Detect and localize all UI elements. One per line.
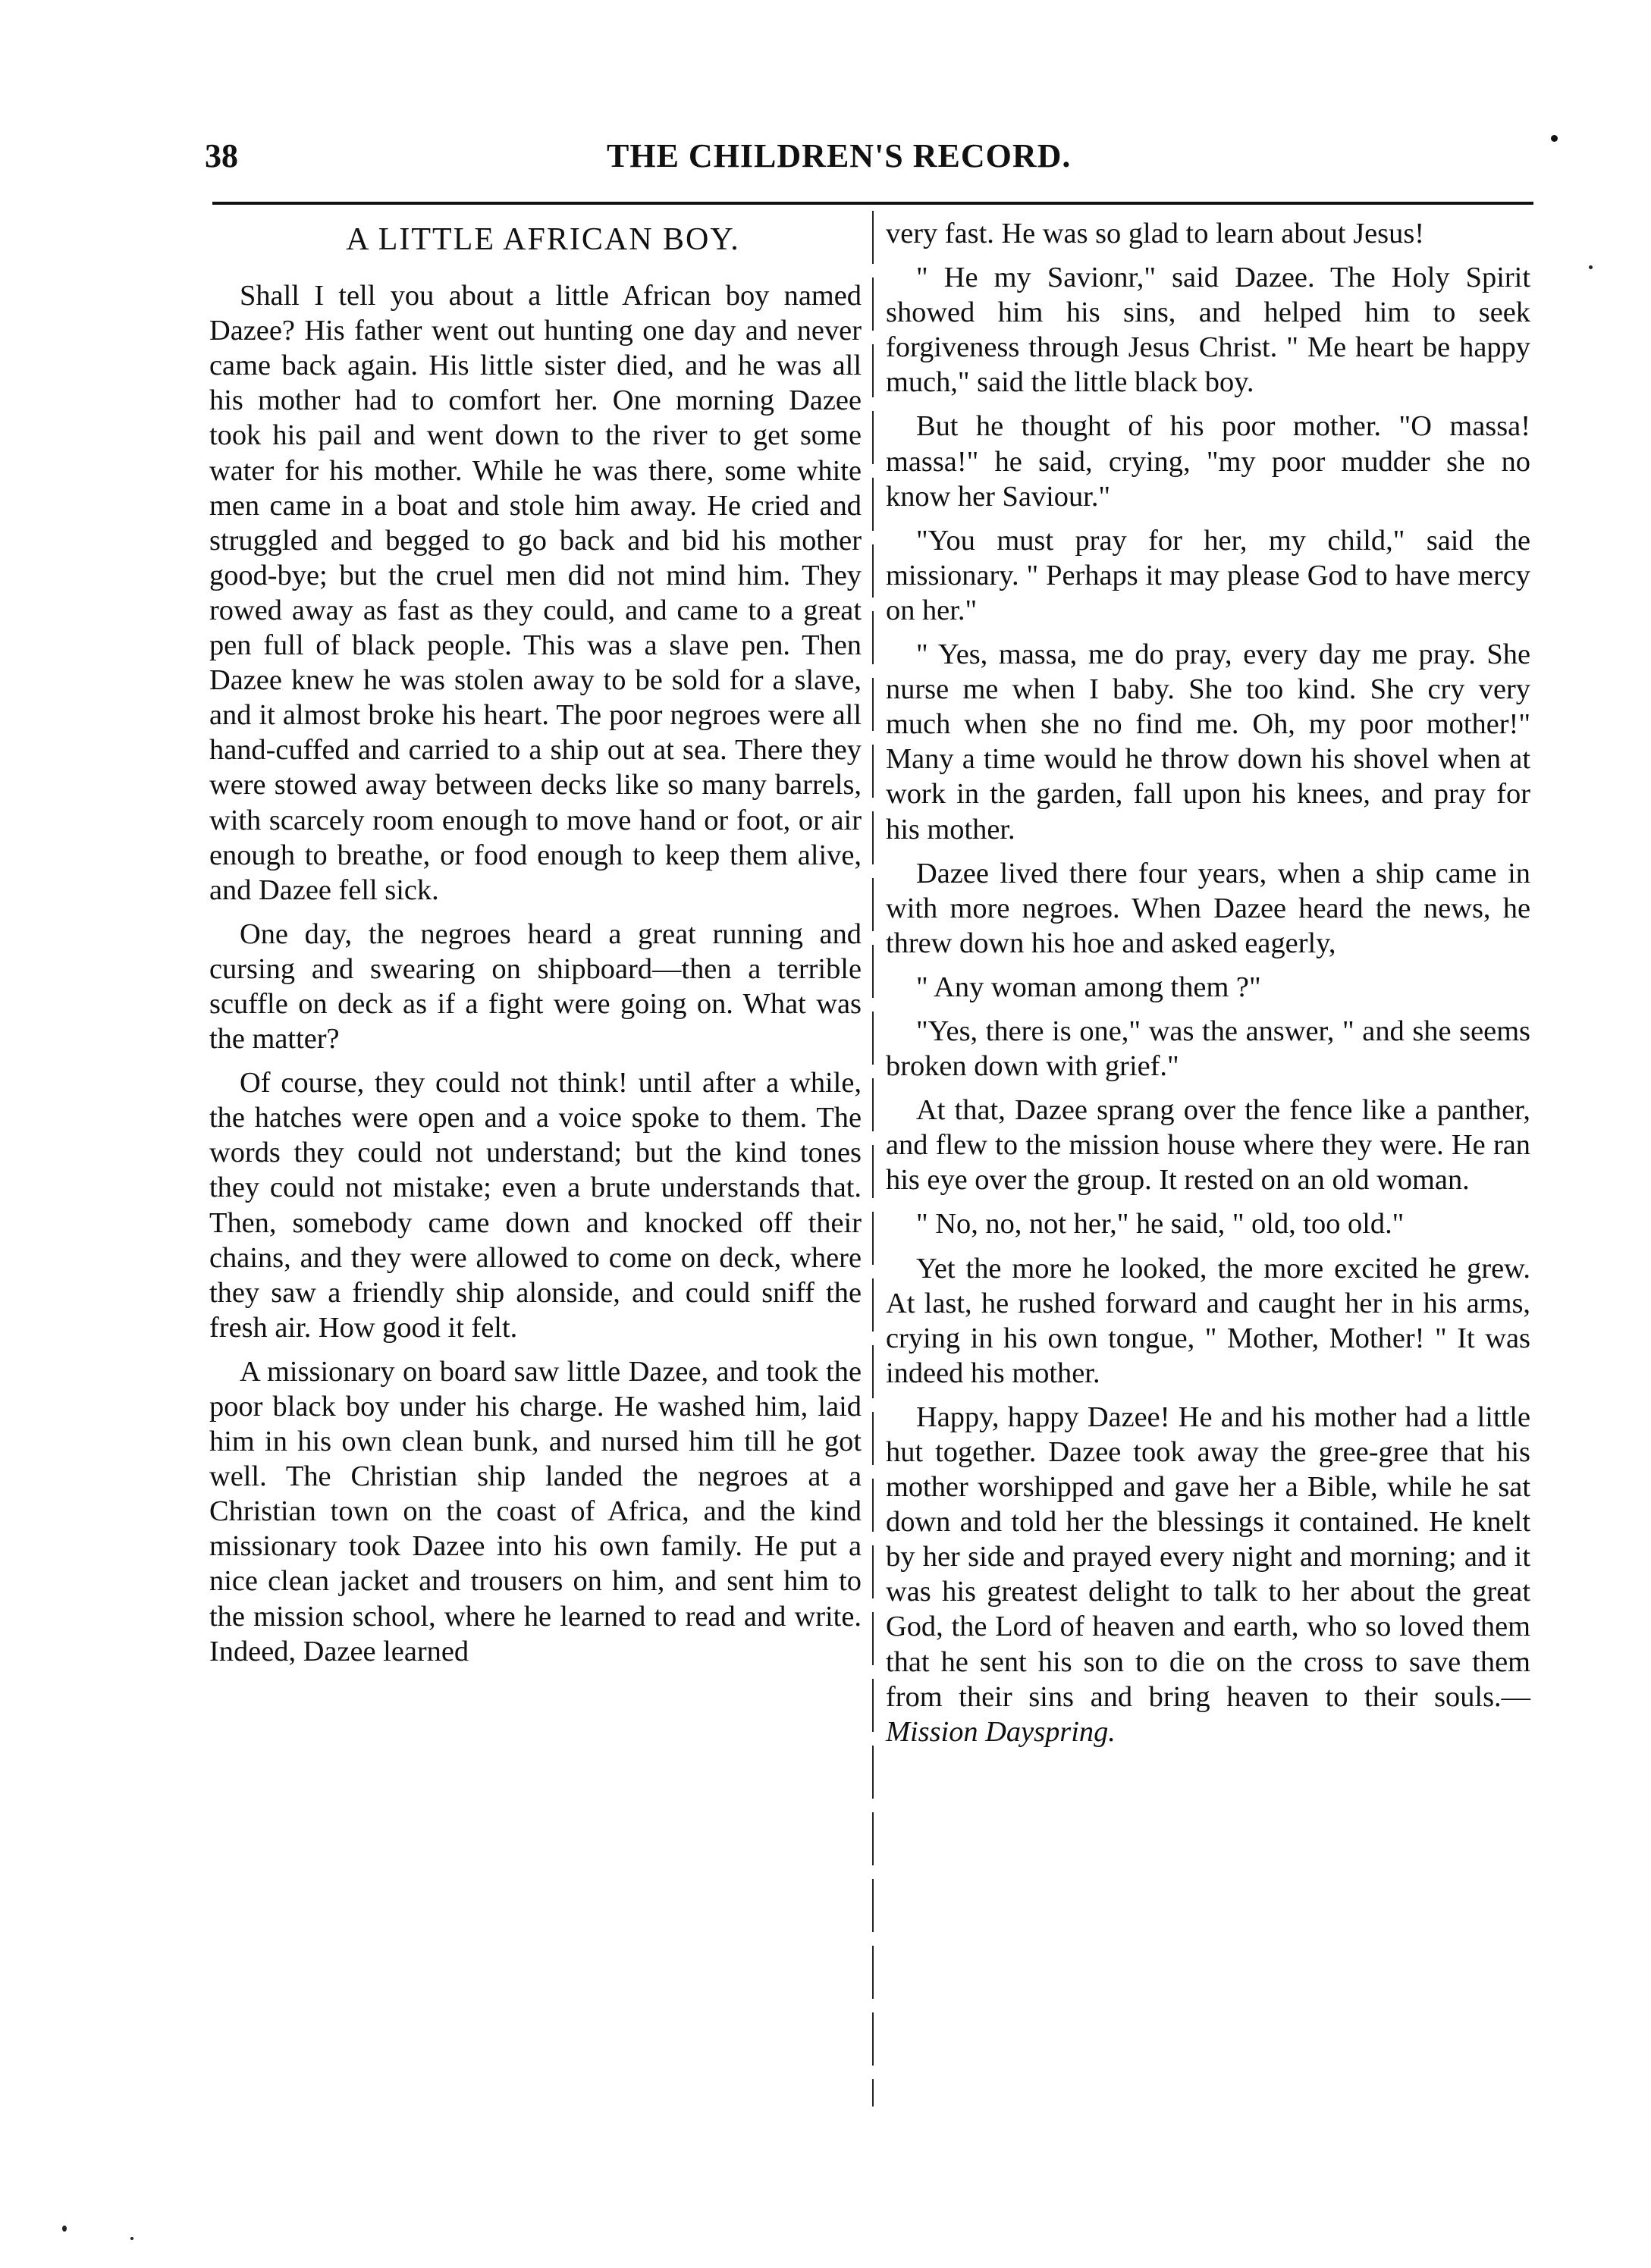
page-number: 38 <box>205 136 238 174</box>
right-column <box>886 216 1530 1758</box>
paragraph: Shall I tell you about a little African boy named Dazee? His father went out hunting one day and never came back again. His little sister died, and he was all his mother had to comfort her. One morning Dazee took his pail and went down to the river to get some water for his mother. While he was there, some white men came in a boat and stole him away. He cried and struggled and begged to go back and bid his mother good-bye; but the cruel men did not mind him. They rowed away as fast as they could, and came to a great pen full of black people. This was a slave pen. Then Dazee knew he was stolen away to be sold for a slave, and it almost broke his heart. The poor negroes were all hand-cuffed and carried to a ship out at sea. There they were stowed away between decks like so many barrels, with scarcely room enough to move hand or foot, or air enough to breathe, or food enough to keep them alive, and Dazee fell sick. <box>209 280 862 906</box>
ink-speck <box>62 2226 67 2232</box>
header-rule <box>212 202 1533 205</box>
running-title: THE CHILDREN'S RECORD. <box>607 136 1072 174</box>
left-column <box>209 216 862 1678</box>
paragraph: Of course, they could not think! until after a while, the hatches were open and a voice spoke to them. The words they could not understand; but the kind tones they could not mistake; even a brute understands that. Then, somebody came down and knocked off their chains, and they were allowed to come on deck, where they saw a friendly ship alonside, and could sniff the fresh air. How good it felt. <box>209 1067 862 1344</box>
article-title: A LITTLE AFRICAN BOY. <box>346 222 740 257</box>
ink-speck <box>130 2237 133 2240</box>
final-paragraph-text: Happy, happy Dazee! He and his mother had a little hut together. Dazee took away the gree-gree that his mother worshipped and gave her a Bible, while he sat down and told her the blessings it contained. He knelt by her side and prayed every night and morning; and it was his greatest delight to talk to her about the great God, the Lord of heaven and earth, who so loved them that he sent his son to die on the cross to save them from their sins and bring heaven to their souls.— <box>886 1401 1530 1713</box>
paragraph: One day, the negroes heard a great running and cursing and swearing on shipboard—then a terrible scuffle on deck as if a fight were going on. What was the matter? <box>209 918 862 1056</box>
paragraph: " Any woman among them ?" <box>916 971 1261 1003</box>
paragraph: Dazee lived there four years, when a ship came in with more negroes. When Dazee heard the news, he threw down his hoe and asked eagerly, <box>886 857 1530 959</box>
paragraph: " He my Savionr," said Dazee. The Holy Spirit showed him his sins, and helped him to seek forgiveness through Jesus Christ. " Me heart be happy much," said the little black boy. <box>886 262 1530 399</box>
paragraph: A missionary on board saw little Dazee, and took the poor black boy under his charge. He washed him, laid him in his own clean bunk, and nursed him till he got well. The Christian ship landed the negroes at a Christian town on the coast of Africa, and the kind missionary took Dazee into his own family. He put a nice clean jacket and trousers on him, and sent him to the mission school, where he learned to read and write. Indeed, Dazee learned <box>209 1355 862 1667</box>
page-header <box>205 129 1517 182</box>
paragraph: "You must pray for her, my child," said the missionary. " Perhaps it may please God to have mercy on her." <box>886 524 1530 626</box>
final-paragraph <box>886 1400 1530 1749</box>
paragraph-continuation: very fast. He was so glad to learn about Jesus! <box>886 218 1425 249</box>
paragraph: "Yes, there is one," was the answer, " and she seems broken down with grief." <box>886 1015 1530 1083</box>
column-divider <box>872 211 874 2106</box>
paragraph: " Yes, massa, me do pray, every day me pray. She nurse me when I baby. She too kind. She cry very much when she no find me. Oh, my poor mother!" Many a time would he throw down his shovel when at work in the garden, fall upon his knees, and pray for his mother. <box>886 638 1530 845</box>
paragraph: At that, Dazee sprang over the fence like a panther, and flew to the mission house where they were. He ran his eye over the group. It rested on an old woman. <box>886 1094 1530 1197</box>
paragraph: Yet the more he looked, the more excited he grew. At last, he rushed forward and caught her in his arms, crying in his own tongue, " Mother, Mother! " It was indeed his mother. <box>886 1252 1530 1389</box>
paragraph: " No, no, not her," he said, " old, too old." <box>916 1208 1405 1241</box>
ink-speck <box>1589 265 1593 269</box>
ink-speck <box>1551 135 1558 142</box>
paragraph: But he thought of his poor mother. "O massa! massa!" he said, crying, "my poor mudder she no know her Saviour." <box>886 410 1530 513</box>
attribution: Mission Dayspring. <box>886 1715 1116 1748</box>
